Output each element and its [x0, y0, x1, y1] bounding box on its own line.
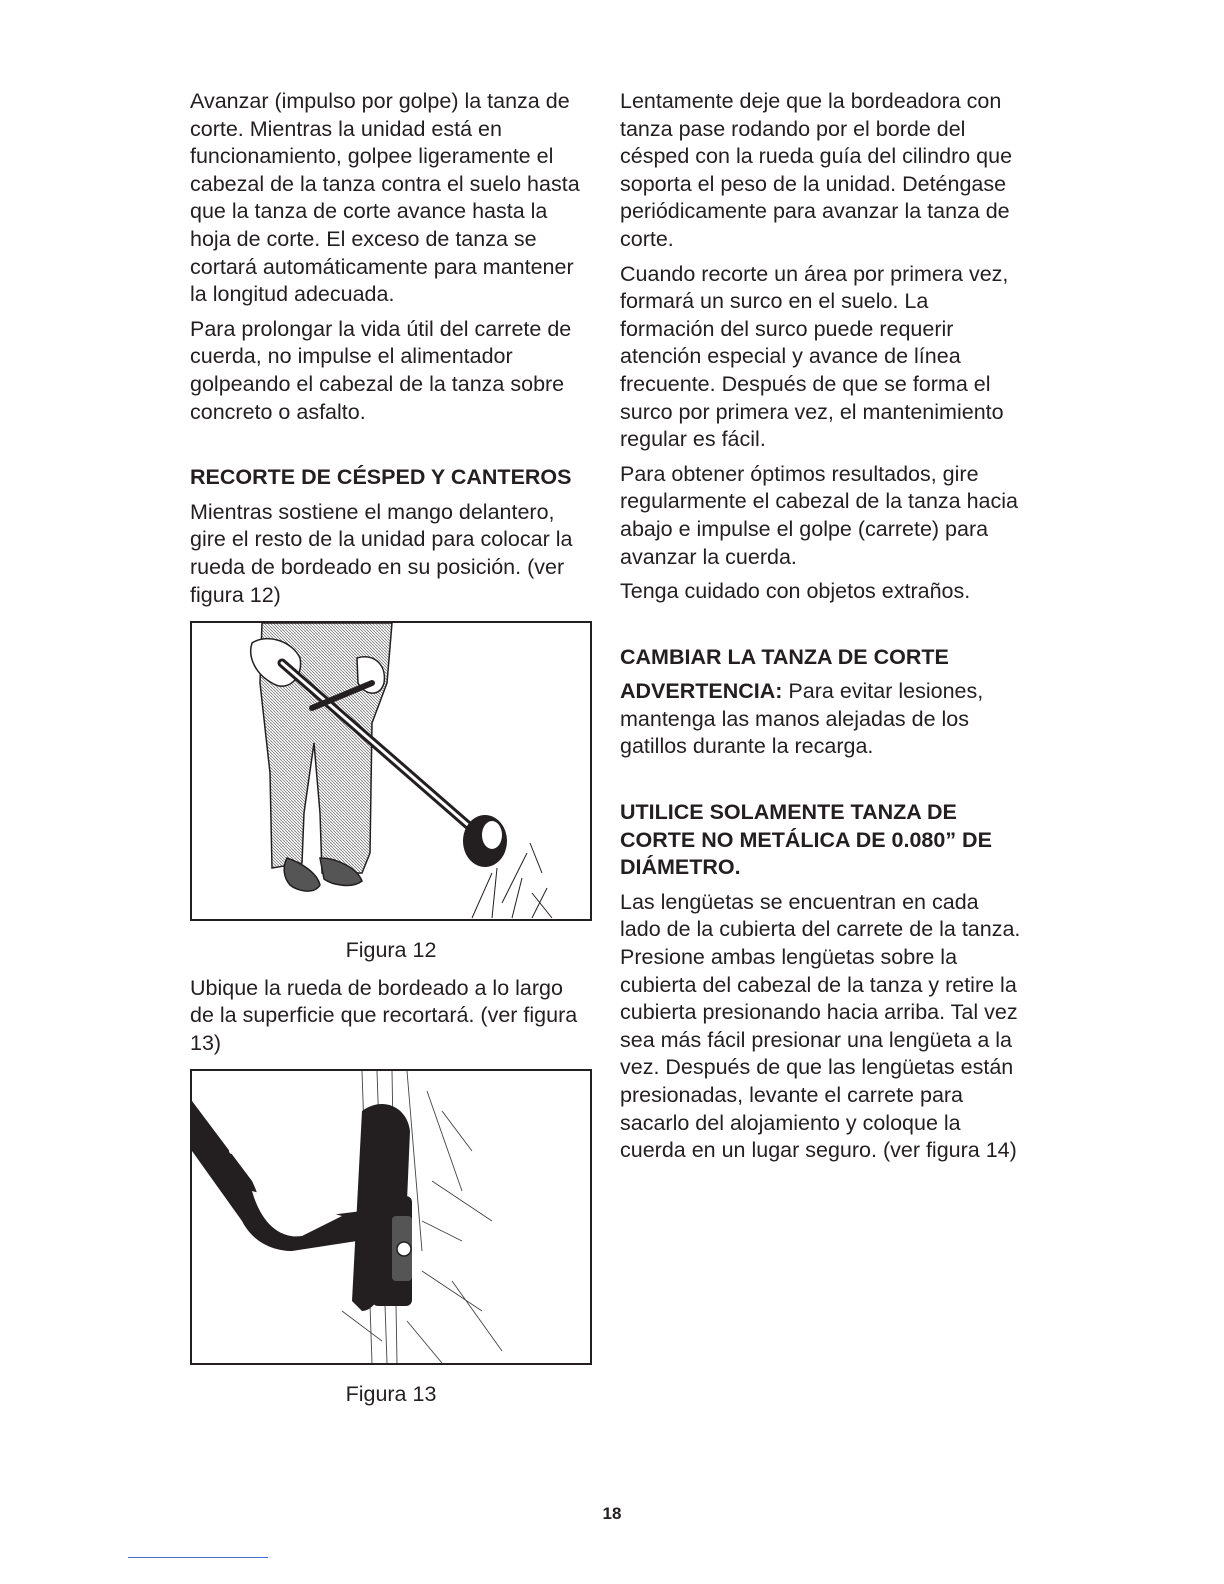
left-column	[190, 88, 592, 1419]
paragraph-warning	[620, 678, 1024, 761]
right-column	[620, 88, 1024, 1172]
paragraph-tabs: Las lengüetas se encuentran en cada lado de la cubierta del carrete de la tanza. Presione ambas lengüetas sobre la cubierta del cabezal de la tanza y retire la cubierta presionando hacia arriba. Tal vez sea más fácil presionar una lengüeta a la vez. Después de que las lengüetas están presionadas, levante el carrete para sacarlo del alojamiento y coloque la cuerda en un lugar seguro. (ver figura 14)	[620, 889, 1021, 1163]
heading-trimming: RECORTE DE CÉSPED Y CANTEROS	[190, 465, 572, 490]
paragraph-locate-wheel: Ubique la rueda de bordeado a lo largo de la superficie que recortará. (ver figura 13)	[190, 975, 578, 1055]
footer-rule	[128, 1557, 268, 1558]
paragraph-edging-position: Mientras sostiene el mango delantero, gire el resto de la unidad para colocar la rueda de bordeado en su posición. (ver figura 12)	[190, 499, 573, 607]
paragraph-advance-line: Avanzar (impulso por golpe) la tanza de corte. Mientras la unidad está en funcionamiento, golpee ligeramente el cabezal de la tanza contra el suelo hasta que la tanza de corte avance hasta la hoja de corte. El exceso de tanza se cortará automáticamente para mantener la longitud adecuada.	[190, 89, 580, 307]
paragraph-foreign-objects: Tenga cuidado con objetos extraños.	[620, 579, 971, 604]
edging-wheel-illustration	[192, 1071, 590, 1363]
heading-change-line: CAMBIAR LA TANZA DE CORTE	[620, 644, 949, 669]
figure-12	[190, 621, 592, 921]
warning-text: Para evitar lesiones, mantenga las manos alejadas de los gatillos durante la recarga.	[620, 679, 984, 759]
paragraph-best-results: Para obtener óptimos resultados, gire regularmente el cabezal de la tanza hacia abajo e impulse el golpe (carrete) para avanzar la cuerda.	[620, 461, 1019, 569]
paragraph-spool-life: Para prolongar la vida útil del carrete de cuerda, no impulse el alimentador golpeando el cabezal de la tanza sobre concreto o asfalto.	[190, 316, 572, 424]
paragraph-roll-edge: Lentamente deje que la bordeadora con tanza pase rodando por el borde del césped con la rueda guía del cilindro que soporta el peso de la unidad. Deténgase periódicamente para avanzar la tanza de corte.	[620, 89, 1013, 251]
paragraph-groove: Cuando recorte un área por primera vez, formará un surco en el suelo. La formación del surco puede requerir atención especial y avance de línea frecuente. Después de que se forma el surco por primera vez, el mantenimiento regular es fácil.	[620, 261, 1009, 452]
heading-line-spec: UTILICE SOLAMENTE TANZA DE CORTE NO METÁLICA DE 0.080” DE DIÁMETRO.	[620, 800, 992, 880]
page-number: 18	[602, 1504, 622, 1523]
trimmer-operator-illustration	[192, 623, 590, 919]
figure-13	[190, 1069, 592, 1365]
warning-label: ADVERTENCIA:	[620, 679, 783, 704]
figure-12-caption: Figura 12	[345, 938, 437, 963]
figure-13-caption: Figura 13	[345, 1382, 437, 1407]
